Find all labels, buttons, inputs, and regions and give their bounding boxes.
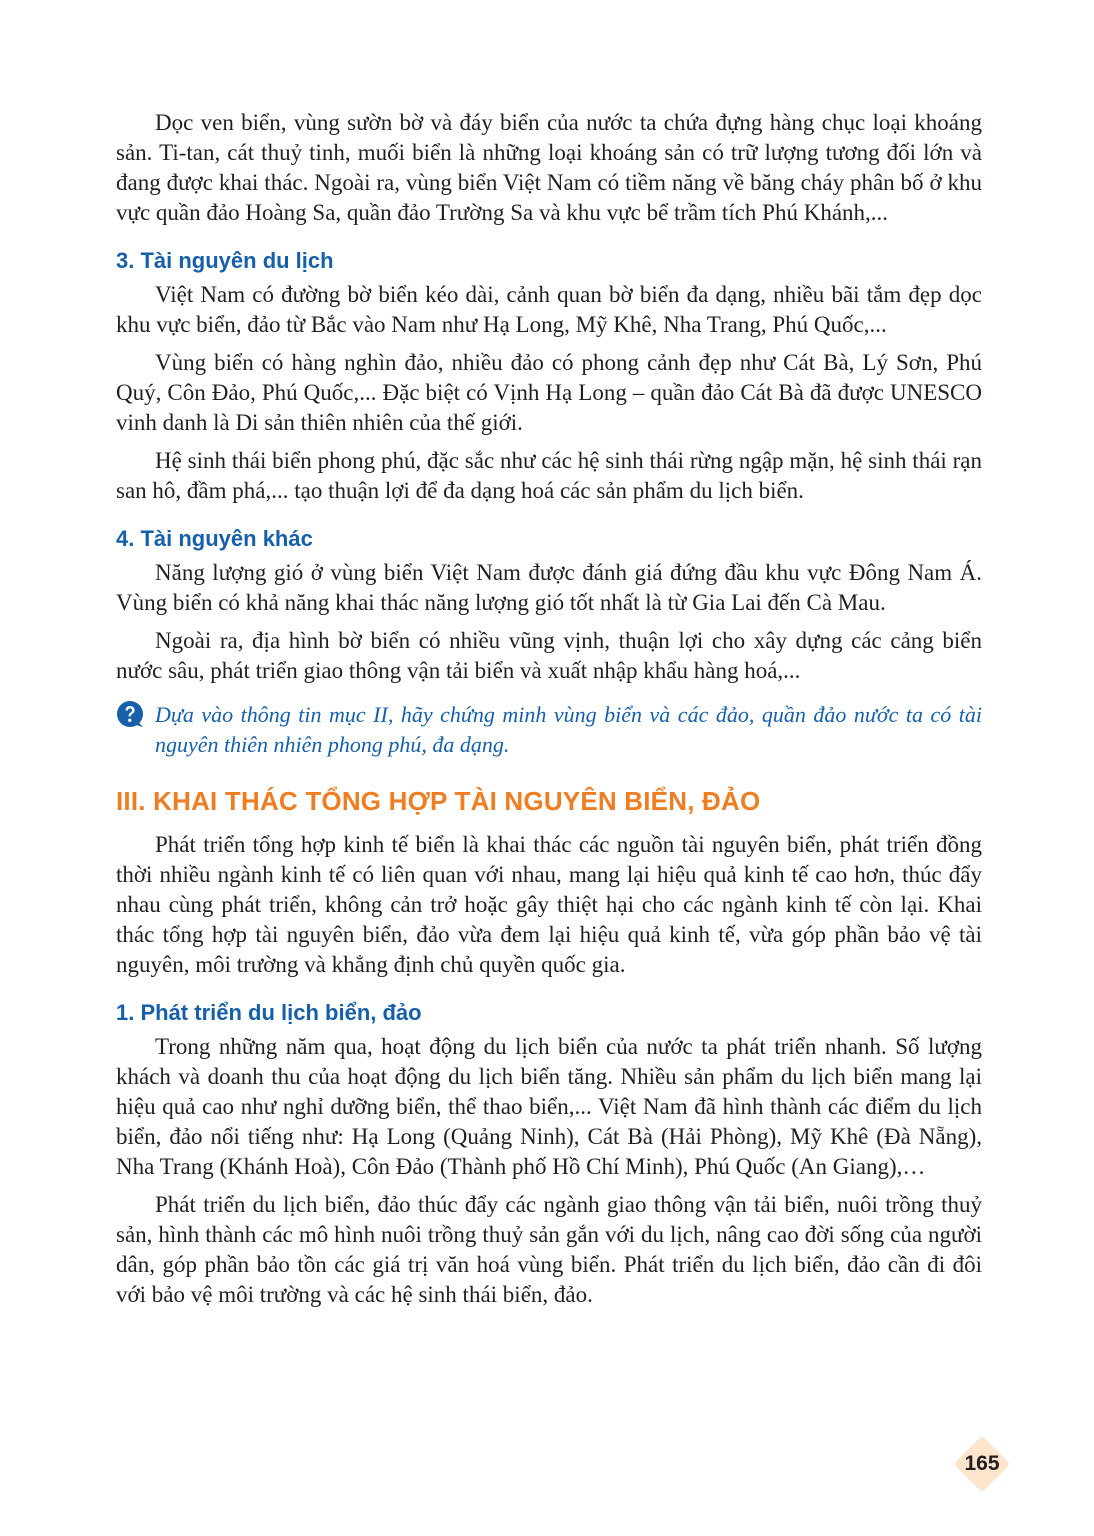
page-number: 165 [964, 1452, 1000, 1475]
paragraph-islands: Vùng biển có hàng nghìn đảo, nhiều đảo có phong cảnh đẹp như Cát Bà, Lý Sơn, Phú Quý, Côn Đảo, Phú Quốc,... Đặc biệt có Vịnh Hạ Long – quần đảo Cát Bà đã được UNESCO vinh danh là Di sản thiên nhiên của thế giới. [116, 350, 982, 435]
paragraph-ports: Ngoài ra, địa hình bờ biển có nhiều vũng vịnh, thuận lợi cho xây dựng các cảng biển nước sâu, phát triển giao thông vận tải biển và xuất nhập khẩu hàng hoá,... [116, 628, 982, 683]
page-number-badge [954, 1436, 1010, 1492]
paragraph-wind-energy: Năng lượng gió ở vùng biển Việt Nam được đánh giá đứng đầu khu vực Đông Nam Á. Vùng biển có khả năng khai thác năng lượng gió tốt nhất là từ Gia Lai đến Cà Mau. [116, 560, 982, 615]
paragraph-tourism-growth: Trong những năm qua, hoạt động du lịch biển của nước ta phát triển nhanh. Số lượng khách và doanh thu của hoạt động du lịch biển tăng. Nhiều sản phẩm du lịch biển mang lại hiệu quả cao như nghỉ dưỡng biển, thể thao biển,... Việt Nam đã hình thành các điểm du lịch biển, đảo nổi tiếng như: Hạ Long (Quảng Ninh), Cát Bà (Hải Phòng), Mỹ Khê (Đà Nẵng), Nha Trang (Khánh Hoà), Côn Đảo (Thành phố Hồ Chí Minh), Phú Quốc (An Giang),… [116, 1034, 982, 1179]
section-heading-exploitation: III. KHAI THÁC TỔNG HỢP TÀI NGUYÊN BIỂN, ĐẢO [116, 786, 761, 816]
question-box [116, 700, 982, 760]
paragraph-tourism-impact: Phát triển du lịch biển, đảo thúc đẩy các ngành giao thông vận tải biển, nuôi trồng thuỷ sản, hình thành các mô hình nuôi trồng thuỷ sản gắn với du lịch, nâng cao đời sống của người dân, góp phần bảo tồn các giá trị văn hoá vùng biển. Phát triển du lịch biển, đảo cần đi đôi với bảo vệ môi trường và các hệ sinh thái biển, đảo. [116, 1192, 982, 1307]
question-text: Dựa vào thông tin mục II, hãy chứng minh vùng biển và các đảo, quần đảo nước ta có tài nguyên thiên nhiên phong phú, đa dạng. [155, 702, 982, 757]
heading-tourism-resources: 3. Tài nguyên du lịch [116, 248, 334, 273]
heading-other-resources: 4. Tài nguyên khác [116, 526, 313, 551]
heading-develop-tourism: 1. Phát triển du lịch biển, đảo [116, 1000, 422, 1025]
paragraph-integrated-development: Phát triển tổng hợp kinh tế biển là khai thác các nguồn tài nguyên biển, phát triển đồng thời nhiều ngành kinh tế có liên quan với nhau, mang lại hiệu quả kinh tế cao hơn, thúc đẩy nhau cùng phát triển, không cản trở hoặc gây thiệt hại cho các ngành kinh tế còn lại. Khai thác tổng hợp tài nguyên biển, đảo vừa đem lại hiệu quả kinh tế, vừa góp phần bảo vệ tài nguyên, môi trường và khẳng định chủ quyền quốc gia. [116, 832, 982, 977]
page-content [116, 108, 982, 1318]
question-mark-icon [116, 700, 144, 728]
paragraph-minerals: Dọc ven biển, vùng sườn bờ và đáy biển của nước ta chứa đựng hàng chục loại khoáng sản. Ti-tan, cát thuỷ tinh, muối biển là những loại khoáng sản có trữ lượng tương đối lớn và đang được khai thác. Ngoài ra, vùng biển Việt Nam có tiềm năng về băng cháy phân bố ở khu vực quần đảo Hoàng Sa, quần đảo Trường Sa và khu vực bể trầm tích Phú Khánh,... [116, 110, 982, 225]
paragraph-coastline: Việt Nam có đường bờ biển kéo dài, cảnh quan bờ biển đa dạng, nhiều bãi tắm đẹp dọc khu vực biển, đảo từ Bắc vào Nam như Hạ Long, Mỹ Khê, Nha Trang, Phú Quốc,... [116, 282, 982, 337]
paragraph-ecosystems: Hệ sinh thái biển phong phú, đặc sắc như các hệ sinh thái rừng ngập mặn, hệ sinh thái rạn san hô, đầm phá,... tạo thuận lợi để đa dạng hoá các sản phẩm du lịch biển. [116, 448, 982, 503]
